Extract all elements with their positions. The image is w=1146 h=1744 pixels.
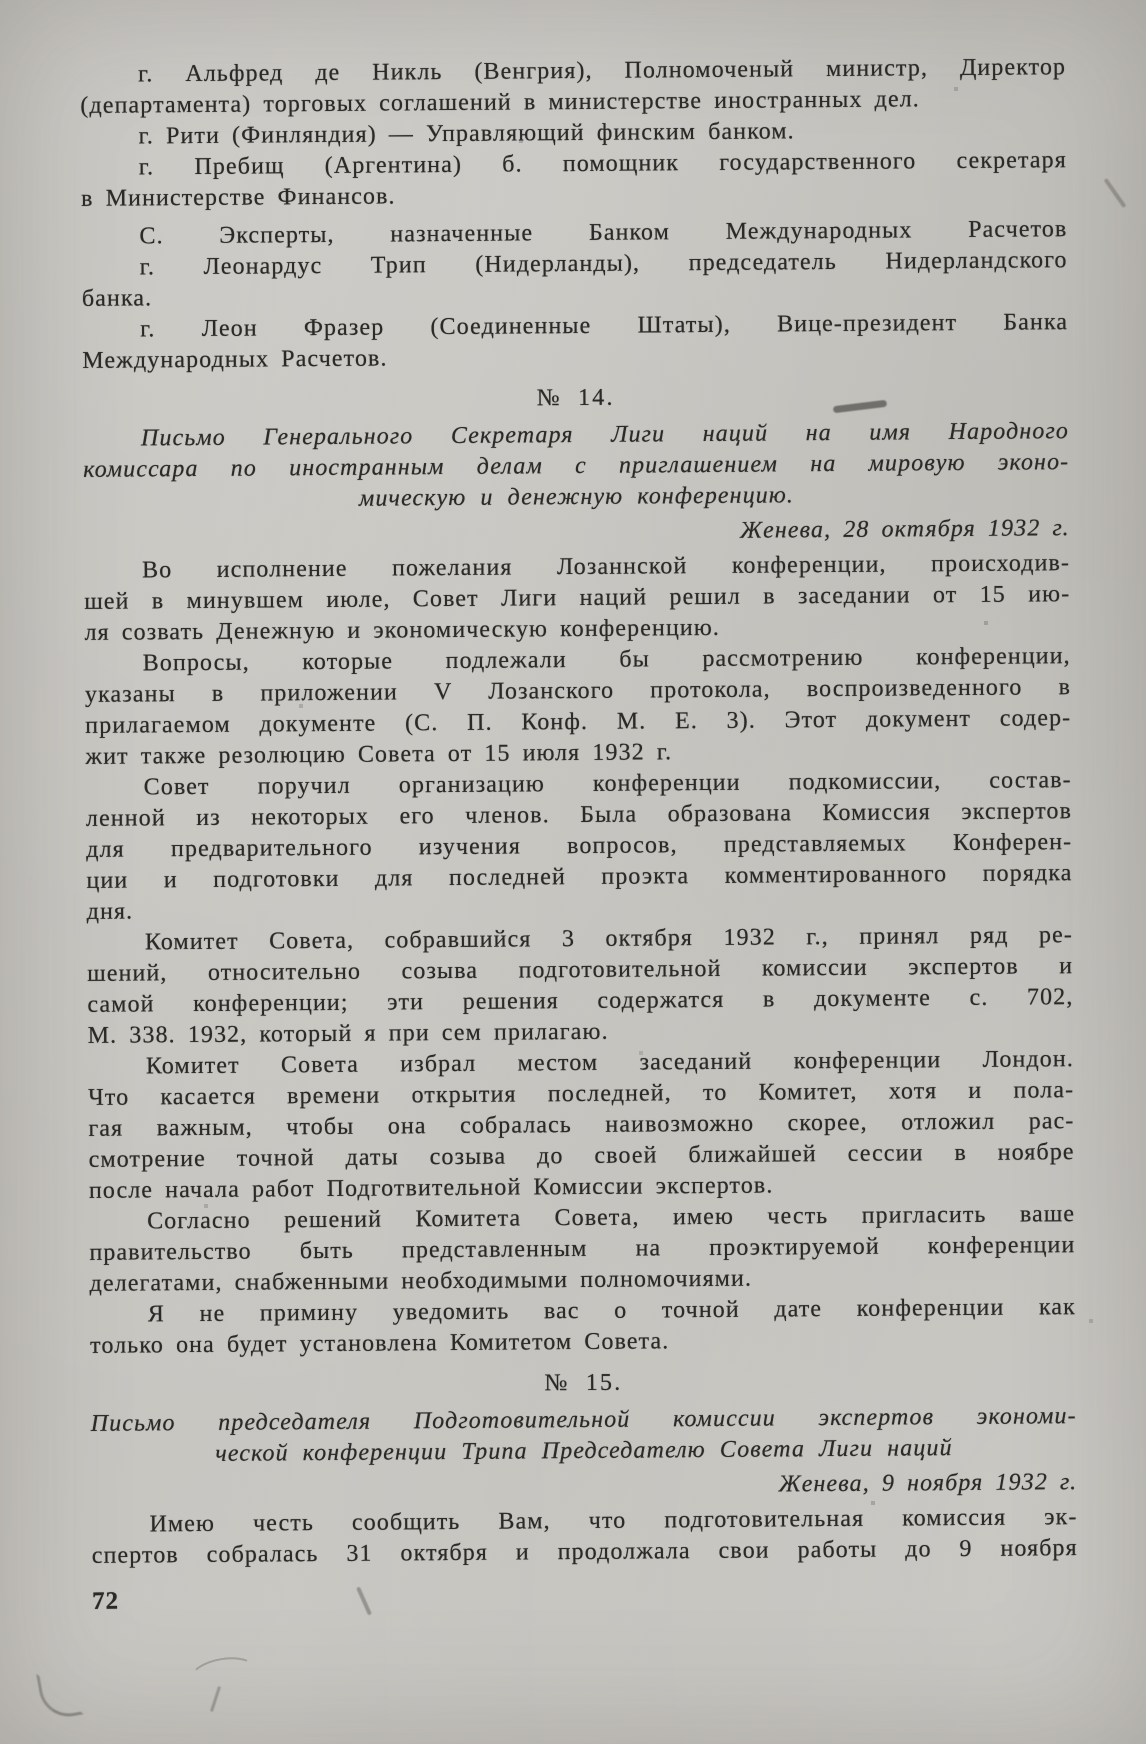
letter-title-15 <box>91 1401 1077 1471</box>
document-number-heading-15 <box>90 1364 1076 1403</box>
text-line: после начала работ Подготвительной Комиссии экспертов. <box>88 1172 774 1204</box>
page-number: 72 <box>92 1587 120 1615</box>
text-line: (департамента) торговых соглашений в министерстве иностранных дел. <box>80 86 920 119</box>
text-line: спертов собралась 31 октября и продолжала свои работы до 9 ноября <box>91 1535 1078 1569</box>
text-line: Вопросы, которые подлежали бы рассмотрению конференции, <box>142 643 1071 677</box>
pen-hook-mark <box>36 1667 84 1721</box>
text-line: смотрение точной даты созыва до своей ближайшей сессии в ноябре <box>88 1139 1075 1173</box>
pen-stroke-mark <box>1104 178 1127 208</box>
delegate-entry-fraser <box>82 307 1068 377</box>
text-line: Комитет Совета избрал местом заседаний конференции Лондон. <box>145 1046 1074 1080</box>
delegate-entry-nickl <box>80 52 1066 122</box>
text-line: г. Леонардус Трип (Нидерланды), председатель Нидерландского <box>139 247 1068 281</box>
text-line: прилагаемом документе (С. П. Конф. М. Е. 3). Этот документ содер- <box>85 705 1072 739</box>
text-line: г. Альфред де Никль (Венгрия), Полномоченый министр, Директор <box>138 54 1067 88</box>
text-line: г. Леон Фразер (Соединенные Штаты), Вице-президент Банка <box>140 309 1069 343</box>
text-line: Женева, 28 октября 1932 г. <box>739 515 1070 544</box>
document-text-column <box>80 52 1078 1616</box>
text-line: мическую и денежную конференцию. <box>358 482 795 512</box>
paragraph <box>90 1292 1076 1362</box>
text-line: ции и подготовки для последней проэкта комментированного порядка <box>86 860 1073 894</box>
text-line: только она будет установлена Комитетом Совета. <box>90 1328 670 1359</box>
text-line: № 15. <box>544 1369 623 1397</box>
paragraph <box>89 1199 1076 1300</box>
paragraph <box>88 1044 1075 1207</box>
text-line: Согласно решений Комитета Совета, имею честь пригласить ваше <box>147 1201 1076 1235</box>
text-line: жит также резолюцию Совета от 15 июля 1932 г. <box>85 739 673 770</box>
dateline-geneva-november <box>91 1467 1077 1506</box>
text-line: Комитет Совета, собравшийся 3 октября 1932 г., принял ряд ре- <box>144 922 1074 956</box>
text-line: Письмо председателя Подготовительной комиссии экспертов экономи- <box>90 1403 1077 1437</box>
text-line: Письмо Генерального Секретаря Лиги наций на имя Народного <box>140 418 1070 452</box>
text-line: самой конференции; эти решения содержатся в документе с. 702, <box>87 984 1074 1018</box>
text-line: правительство быть представленным на проэктируемой конференции <box>89 1232 1076 1266</box>
text-line: Что касается времени открытия последней, то Комитет, хотя и пола- <box>88 1077 1075 1111</box>
text-line: Я не примину уведомить вас о точной дате конференции как <box>147 1294 1076 1328</box>
text-line: Во исполнение пожелания Лозаннской конференции, происходив- <box>141 550 1071 584</box>
text-line: № 14. <box>536 384 615 412</box>
text-line: г. Пребищ (Аргентина) б. помощник государственного секретаря <box>138 147 1067 181</box>
dateline-geneva-october <box>84 513 1070 552</box>
text-line: Женева, 9 ноября 1932 г. <box>778 1469 1078 1498</box>
text-line: гая важным, чтобы она собралась наивозможно скорее, отложил рас- <box>88 1108 1075 1142</box>
text-line: Совет поручил организацию конференции подкомиссии, состав- <box>143 767 1072 801</box>
text-line: делегатами, снабженными необходимыми полномочиями. <box>89 1265 753 1297</box>
text-line: банка. <box>81 285 153 312</box>
text-line: С. Эксперты, назначенные Банком Международных Расчетов <box>139 216 1068 250</box>
text-line: для предварительного изучения вопросов, представляемых Конферен- <box>86 829 1073 863</box>
text-line: шений, относительно созыва подготовительной комиссии экспертов и <box>87 953 1074 987</box>
text-line: ческой конференции Трипа Председателю Совета Лиги наций <box>215 1435 953 1467</box>
paper-specks <box>0 0 2 2</box>
paragraph <box>87 920 1074 1052</box>
delegate-entry-trip <box>82 245 1068 315</box>
text-line: ля созвать Денежную и экономическую конференцию. <box>84 614 721 646</box>
paragraph <box>85 641 1072 773</box>
delegate-entry-prebisch <box>81 145 1067 215</box>
paragraph <box>84 548 1071 649</box>
text-line: указаны в приложении V Лозанского протокола, воспроизведенного в <box>84 674 1072 708</box>
letter-title-14 <box>83 416 1070 517</box>
text-line: г. Рити (Финляндия) — Управляющий финским банком. <box>138 118 795 150</box>
text-line: шей в минувшем июле, Совет Лиги наций решил в заседании от 15 ию- <box>84 581 1071 615</box>
text-line: Международных Расчетов. <box>82 345 388 374</box>
text-line: комиссара по иностранным делам с приглашением на мировую эконо- <box>83 449 1070 483</box>
text-line: ленной из некоторых его членов. Была образована Комиссия экспертов <box>85 798 1073 832</box>
text-line: в Министерстве Финансов. <box>81 183 396 212</box>
text-line: М. 338. 1932, который я при сем прилагаю. <box>87 1018 609 1049</box>
pen-curve-mark <box>188 1653 259 1696</box>
paragraph <box>91 1502 1077 1572</box>
document-number-heading-14 <box>83 379 1069 418</box>
pen-tick-mark <box>210 1686 221 1712</box>
text-line: дня. <box>86 898 134 925</box>
text-line: Имею честь сообщить Вам, что подготовительная комиссия эк- <box>149 1504 1078 1538</box>
paragraph <box>86 765 1073 928</box>
